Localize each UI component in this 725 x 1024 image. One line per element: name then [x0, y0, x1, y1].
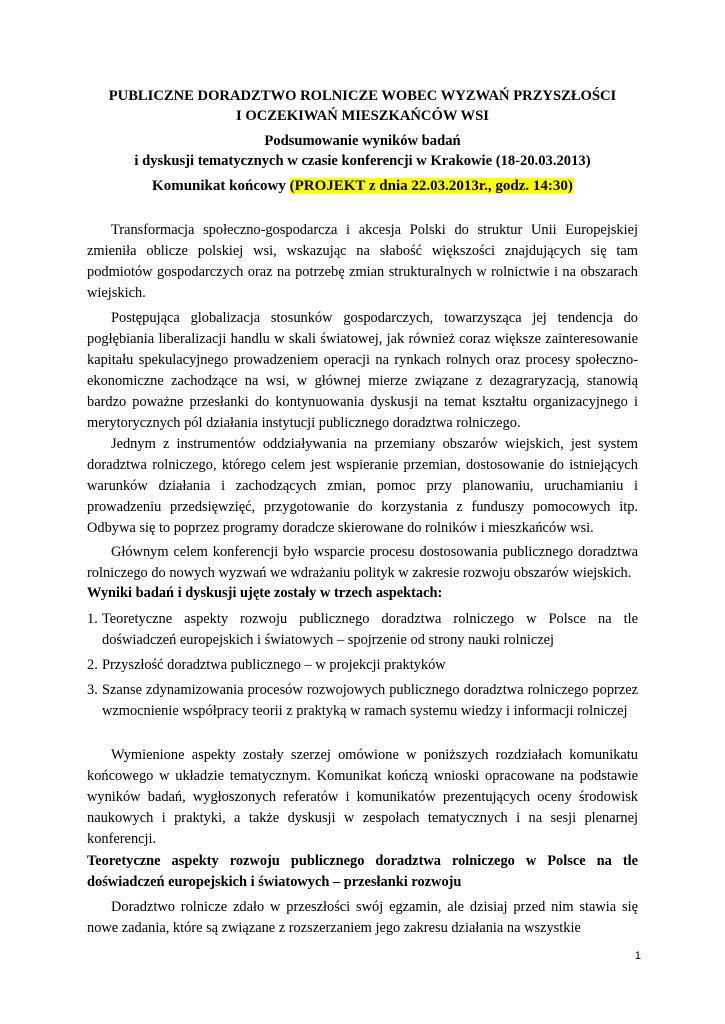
- section-heading-theory: Teoretyczne aspekty rozwoju publicznego doradztwa rolniczego w Polsce na tle doświadczeń europejskich i światowych – przesłanki rozwoju: [87, 853, 638, 890]
- list-item-text: Teoretyczne aspekty rozwoju publicznego doradztwa rolniczego w Polsce na tle doświadczeń europejskich i światowych – spojrzenie od strony nauki rolniczej: [102, 611, 638, 648]
- subtitle-line-2: i dyskusji tematycznych w czasie konferencji w Krakowie (18-20.03.2013): [134, 153, 591, 169]
- page-number: 1: [634, 950, 641, 962]
- list-item-number: 2.: [87, 657, 98, 673]
- paragraph-4: Głównym celem konferencji było wsparcie procesu dostosowania publicznego doradztwa rolniczego do nowych wyzwań we wdrażaniu polityk w zakresie rozwoju obszarów wiejskich.: [87, 544, 638, 581]
- paragraph-5: Wymienione aspekty zostały szerzej omówione w poniższych rozdziałach komunikatu końcowego w układzie tematycznym. Komunikat kończą wnioski opracowane na podstawie wyników badań, wygłoszonych referatów i komunikatów prezentujących oceny środowisk naukowych i praktyki, a także dyskusji w zespołach tematycznych i na sesji plenarnej konferencji.: [87, 747, 638, 847]
- subtitle-line-1: Podsumowanie wyników badań: [264, 133, 461, 149]
- paragraph-6: Doradztwo rolnicze zdało w przeszłości swój egzamin, ale dzisiaj przed nim stawia się nowe zadania, które są związane z rozszerzaniem jego zakresu działania na wszystkie: [87, 899, 638, 936]
- document-title: [86, 86, 639, 126]
- paragraph-1: Transformacja społeczno-gospodarcza i akcesja Polski do struktur Unii Europejskiej zmieniła oblicze polskiej wsi, wskazując na słabość większości znajdujących się tam podmiotów gospodarczych oraz na potrzebę zmian strukturalnych w rolnictwie i na obszarach wiejskich.: [87, 222, 638, 301]
- list-item: [87, 655, 638, 676]
- list-item: [87, 680, 638, 722]
- list-item-text: Przyszłość doradztwa publicznego – w projekcji praktyków: [102, 657, 446, 673]
- komunikat-highlight: (PROJEKT z dnia 22.03.2013r., godz. 14:30): [289, 178, 573, 194]
- paragraph-2: Postępująca globalizacja stosunków gospodarczych, towarzysząca jej tendencja do pogłębiania liberalizacji handlu w skali światowej, jak również coraz większe zainteresowanie kapitału spekulacyjnego prowadzeniem operacji na rynkach rolnych oraz procesy społeczno-ekonomiczne zachodzące na wsi, w głównej mierze związane z dezagraryzacją, stanowią bardzo poważne przesłanki do kontynuowania dyskusji na temat kształtu organizacyjnego i merytorycznych pól działania instytucji publicznego doradztwa rolniczego.: [87, 310, 638, 431]
- section-heading-aspects: Wyniki badań i dyskusji ujęte zostały w trzech aspektach:: [87, 585, 443, 601]
- document-subtitle: [86, 131, 639, 171]
- list-item: [87, 609, 638, 651]
- list-item-number: 3.: [87, 682, 98, 698]
- komunikat-label: Komunikat końcowy: [152, 178, 286, 194]
- komunikat-line: [86, 176, 639, 196]
- list-item-text: Szanse zdynamizowania procesów rozwojowych publicznego doradztwa rolniczego poprzez wzmocnienie współpracy teorii z praktyką w ramach systemu wiedzy i informacji rolniczej: [102, 682, 638, 719]
- title-line-2: I OCZEKIWAŃ MIESZKAŃCÓW WSI: [236, 108, 489, 124]
- paragraph-3: Jednym z instrumentów oddziaływania na przemiany obszarów wiejskich, jest system doradztwa rolniczego, którego celem jest wspieranie przemian, dostosowanie do istniejących warunków działania i zachodzących zmian, pomoc przy planowaniu, uruchamianiu i prowadzeniu przedsięwzięć, przygotowanie do korzystania z funduszy pomocowych itp. Odbywa się to poprzez programy doradcze skierowane do rolników i mieszkańców wsi.: [87, 436, 638, 536]
- list-item-number: 1.: [87, 611, 98, 627]
- title-line-1: PUBLICZNE DORADZTWO ROLNICZE WOBEC WYZWAŃ PRZYSZŁOŚCI: [108, 88, 617, 104]
